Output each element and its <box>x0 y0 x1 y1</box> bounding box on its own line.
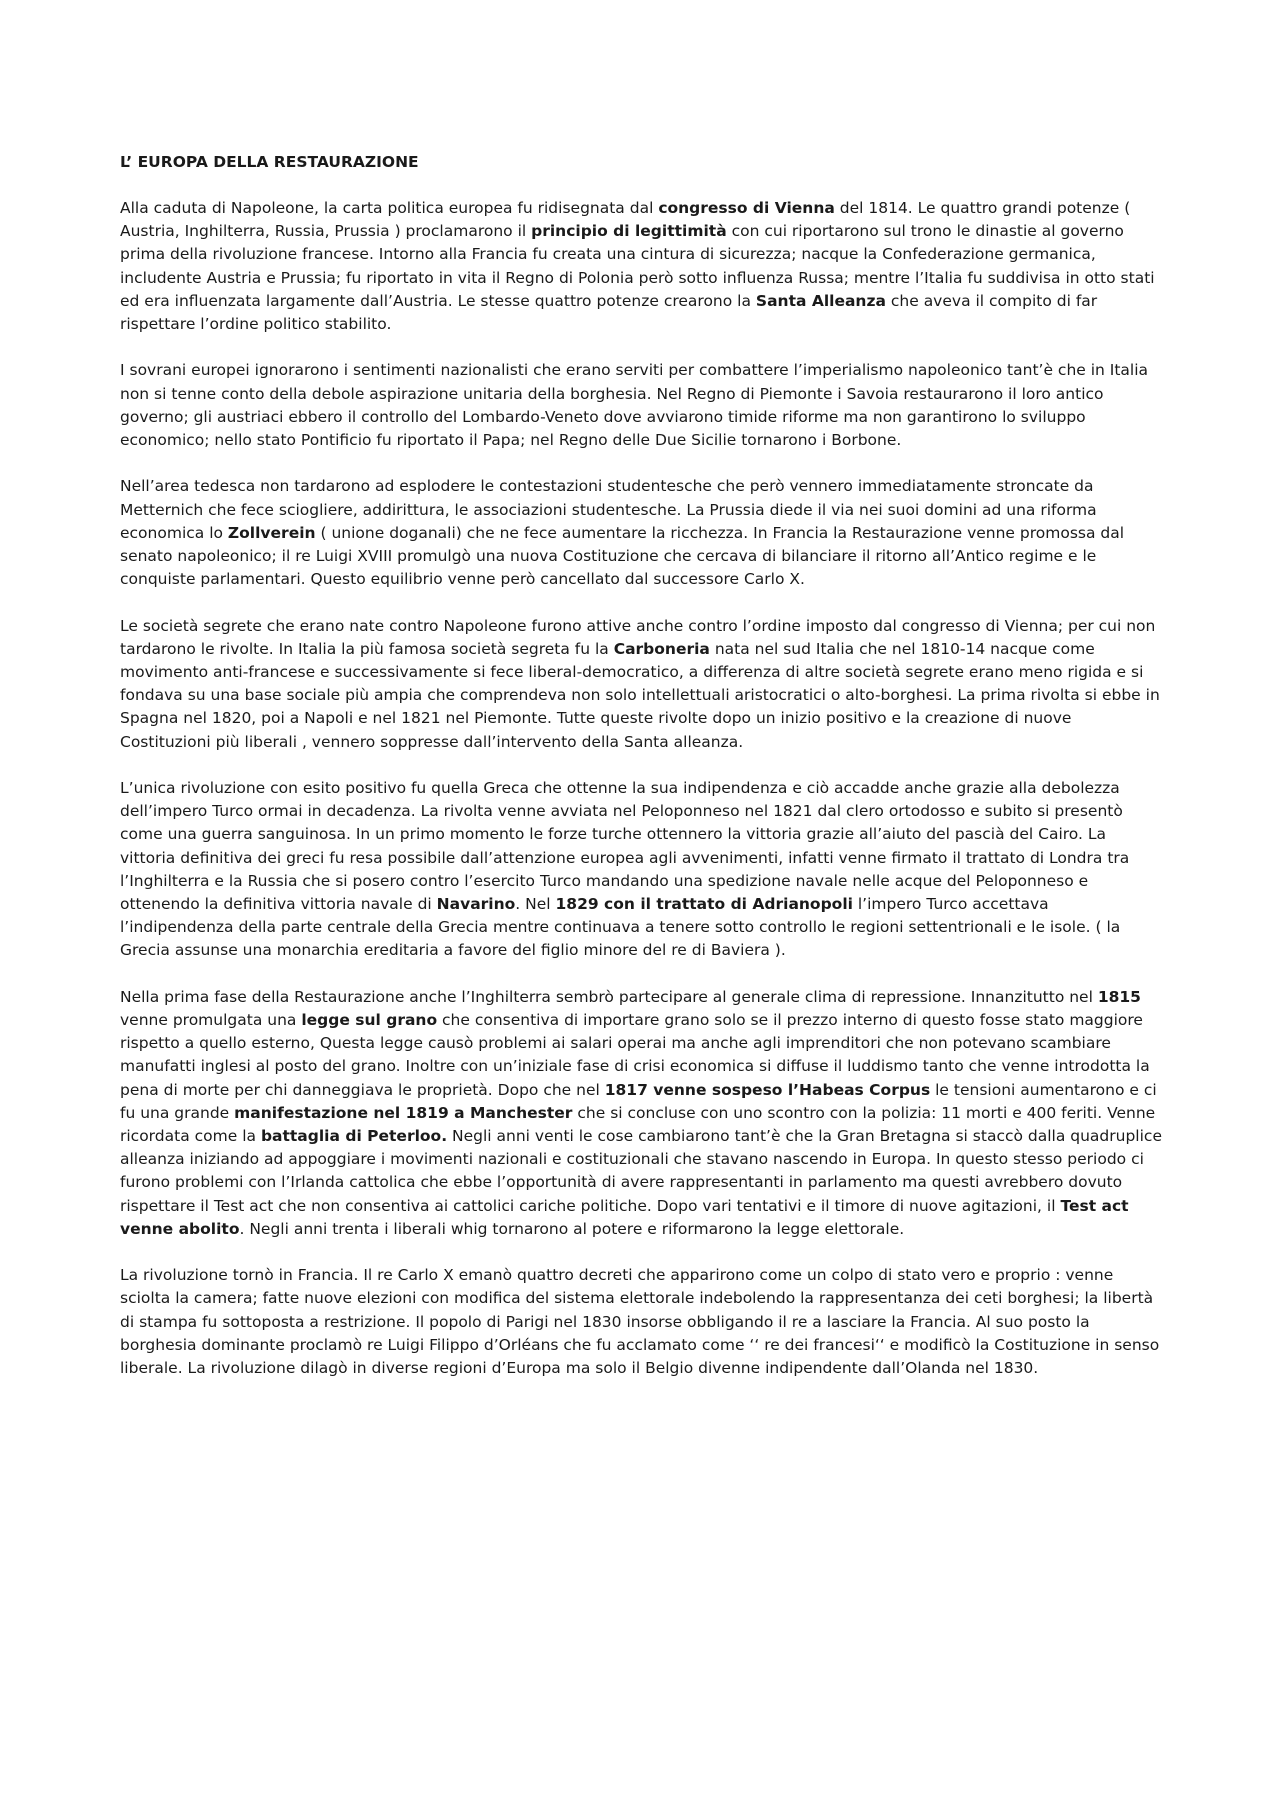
text-run: nata nel sud Italia che nel 1810-14 nacque come movimento anti-francese e successivamente si fece liberal-democratico, a differenza di altre società segrete erano meno rigida e si fondava su una base sociale più ampia che comprendeva non solo intellettuali aristocratici o alto-borghesi. La prima rivolta si ebbe in Spagna nel 1820, poi a Napoli e nel 1821 nel Piemonte. Tutte queste rivolte dopo un inizio positivo e la creazione di nuove Costituzioni più liberali , vennero soppresse dall’intervento della Santa alleanza. <box>120 639 1160 751</box>
paragraph <box>120 615 1165 754</box>
bold-text: Carboneria <box>613 639 710 658</box>
text-run: Nell’area tedesca non tardarono ad esplodere le contestazioni studentesche che però vennero immediatamente stroncate da Metternich che fece sciogliere, addirittura, le associazioni studentesche. La Prussia diede il via nei suoi domini ad una riforma economica lo <box>120 477 1097 542</box>
text-run: che si concluse con uno scontro con la polizia: 11 morti e 400 feriti. Venne ricordata come la <box>120 1103 1156 1146</box>
text-run: del 1814. Le quattro grandi potenze ( Austria, Inghilterra, Russia, Prussia ) proclamarono il <box>120 199 1131 241</box>
text-run: Nella prima fase della Restaurazione anche l’Inghilterra sembrò partecipare al generale clima di repressione. Innanzitutto nel <box>120 987 1098 1006</box>
bold-text: principio di legittimità <box>531 222 727 241</box>
text-run: . Negli anni trenta i liberali whig tornarono al potere e riformarono la legge elettorale. <box>239 1219 905 1238</box>
text-run: Alla caduta di Napoleone, la carta politica europea fu ridisegnata dal <box>120 199 659 217</box>
text-run: venne promulgata una <box>120 1011 302 1030</box>
bold-text: manifestazione nel 1819 a Manchester <box>234 1103 573 1122</box>
bold-text: Navarino <box>436 895 516 914</box>
text-run: con cui riportarono sul trono le dinastie al governo prima della rivoluzione francese. Intorno alla Francia fu creata una cintura di sicurezza; nacque la Confederazione germanica, includente Austria e Prussia; fu riportato in vita il Regno di Polonia però sotto influenza Russa; mentre l’Italia fu suddivisa in otto stati ed era influenzata largamente dall’Austria. Le stesse quattro potenze crearono la <box>120 222 1155 310</box>
bold-text: Test act venne abolito <box>120 1196 1129 1238</box>
bold-text: 1815 <box>1097 987 1141 1006</box>
paragraph <box>120 1264 1165 1380</box>
text-run: Le società segrete che erano nate contro Napoleone furono attive anche contro l’ordine imposto dal congresso di Vienna; per cui non tardarono le rivolte. In Italia la più famosa società segreta fu la <box>120 616 1156 658</box>
text-run: I sovrani europei ignorarono i sentimenti nazionalisti che erano serviti per combattere l’imperialismo napoleonico tant’è che in Italia non si tenne conto della debole aspirazione unitaria della borghesia. Nel Regno di Piemonte i Savoia restaurarono il loro antico governo; gli austriaci ebbero il controllo del Lombardo-Veneto dove avviarono timide riforme ma non garantirono lo sviluppo economico; nello stato Pontificio fu riportato il Papa; nel Regno delle Due Sicilie tornarono i Borbone. <box>120 361 1149 450</box>
bold-text: battaglia di Peterloo. <box>260 1127 448 1146</box>
paragraph <box>120 197 1165 336</box>
paragraph <box>120 777 1165 963</box>
text-run: le tensioni aumentarono e ci fu una grande <box>120 1080 1157 1122</box>
text-run: che aveva il compito di far rispettare l’ordine politico stabilito. <box>120 291 1098 334</box>
text-run: Negli anni venti le cose cambiarono tant’è che la Gran Bretagna si staccò dalla quadruplice alleanza iniziando ad appoggiare i movimenti nazionali e costituzionali che stavano nascendo in Europa. In questo stesso periodo ci furono problemi con l’Irlanda cattolica che ebbe l’opportunità di avere rappresentanti in parlamento ma questi avrebbero dovuto rispettare il Test act che non consentiva ai cattolici cariche politiche. Dopo vari tentativi e il timore di nuove agitazioni, il <box>120 1127 1162 1215</box>
text-run: La rivoluzione tornò in Francia. Il re Carlo X emanò quattro decreti che apparirono come un colpo di stato vero e proprio : venne sciolta la camera; fatte nuove elezioni con modifica del sistema elettorale indebolendo la rappresentanza dei ceti borghesi; la libertà di stampa fu sottoposta a restrizione. Il popolo di Parigi nel 1830 insorse obbligando il re a lasciare la Francia. Al suo posto la borghesia dominante proclamò re Luigi Filippo d’Orléans che fu acclamato come ‘‘ re dei francesi‘‘ e modificò la Costituzione in senso liberale. La rivoluzione dilagò in diverse regioni d’Europa ma solo il Belgio divenne indipendente dall’Olanda nel 1830. <box>120 1266 1160 1378</box>
bold-text: 1817 venne sospeso l’Habeas Corpus <box>604 1080 931 1099</box>
paragraph <box>120 475 1165 591</box>
bold-text: congresso di Vienna <box>658 199 835 217</box>
paragraph <box>120 986 1165 1241</box>
text-run: L’unica rivoluzione con esito positivo fu quella Greca che ottenne la sua indipendenza e ciò accadde anche grazie alla debolezza dell’impero Turco ormai in decadenza. La rivolta venne avviata nel Peloponneso nel 1821 dal clero ortodosso e subito si presentò come una guerra sanguinosa. In un primo momento le forze turche ottennero la vittoria grazie all’aiuto del pascià del Cairo. La vittoria definitiva dei greci fu resa possibile dall’attenzione europea agli avvenimenti, infatti venne firmato il trattato di Londra tra l’Inghilterra e la Russia che si posero contro l’esercito Turco mandando una spedizione navale nelle acque del Peloponneso e ottenendo la definitiva vittoria navale di <box>120 779 1130 914</box>
document-body <box>120 151 1165 1403</box>
bold-text: 1829 con il trattato di Adrianopoli <box>555 895 853 914</box>
bold-text: Santa Alleanza <box>755 291 886 310</box>
text-run: . Nel <box>515 895 556 914</box>
text-run: ( unione doganali) che ne fece aumentare la ricchezza. In Francia la Restaurazione venne promossa dal senato napoleonico; il re Luigi XVIII promulgò una nuova Costituzione che cercava di bilanciare il ritorno all’Antico regime e le conquiste parlamentari. Questo equilibrio venne però cancellato dal successore Carlo X. <box>120 523 1125 589</box>
paragraph-list <box>120 197 1165 1380</box>
text-run: che consentiva di importare grano solo se il prezzo interno di questo fosse stato maggiore rispetto a quello esterno, Questa legge causò problemi ai salari operai ma anche agli imprenditori che non potevano scambiare manufatti inglesi al posto del grano. Inoltre con un’iniziale fase di crisi economica si diffuse il luddismo tanto che venne introdotta la pena di morte per chi danneggiava le proprietà. Dopo che nel <box>120 1011 1150 1099</box>
paragraph <box>120 359 1165 452</box>
bold-text: legge sul grano <box>301 1011 438 1030</box>
bold-text: Zollverein <box>227 523 316 542</box>
document-title: L’ EUROPA DELLA RESTAURAZIONE <box>120 153 419 171</box>
text-run: l’impero Turco accettava l’indipendenza della parte centrale della Grecia mentre continuava a tenere sotto controllo le regioni settentrionali e le isole. ( la Grecia assunse una monarchia ereditaria a favore del figlio minore del re di Baviera ). <box>120 895 1121 960</box>
